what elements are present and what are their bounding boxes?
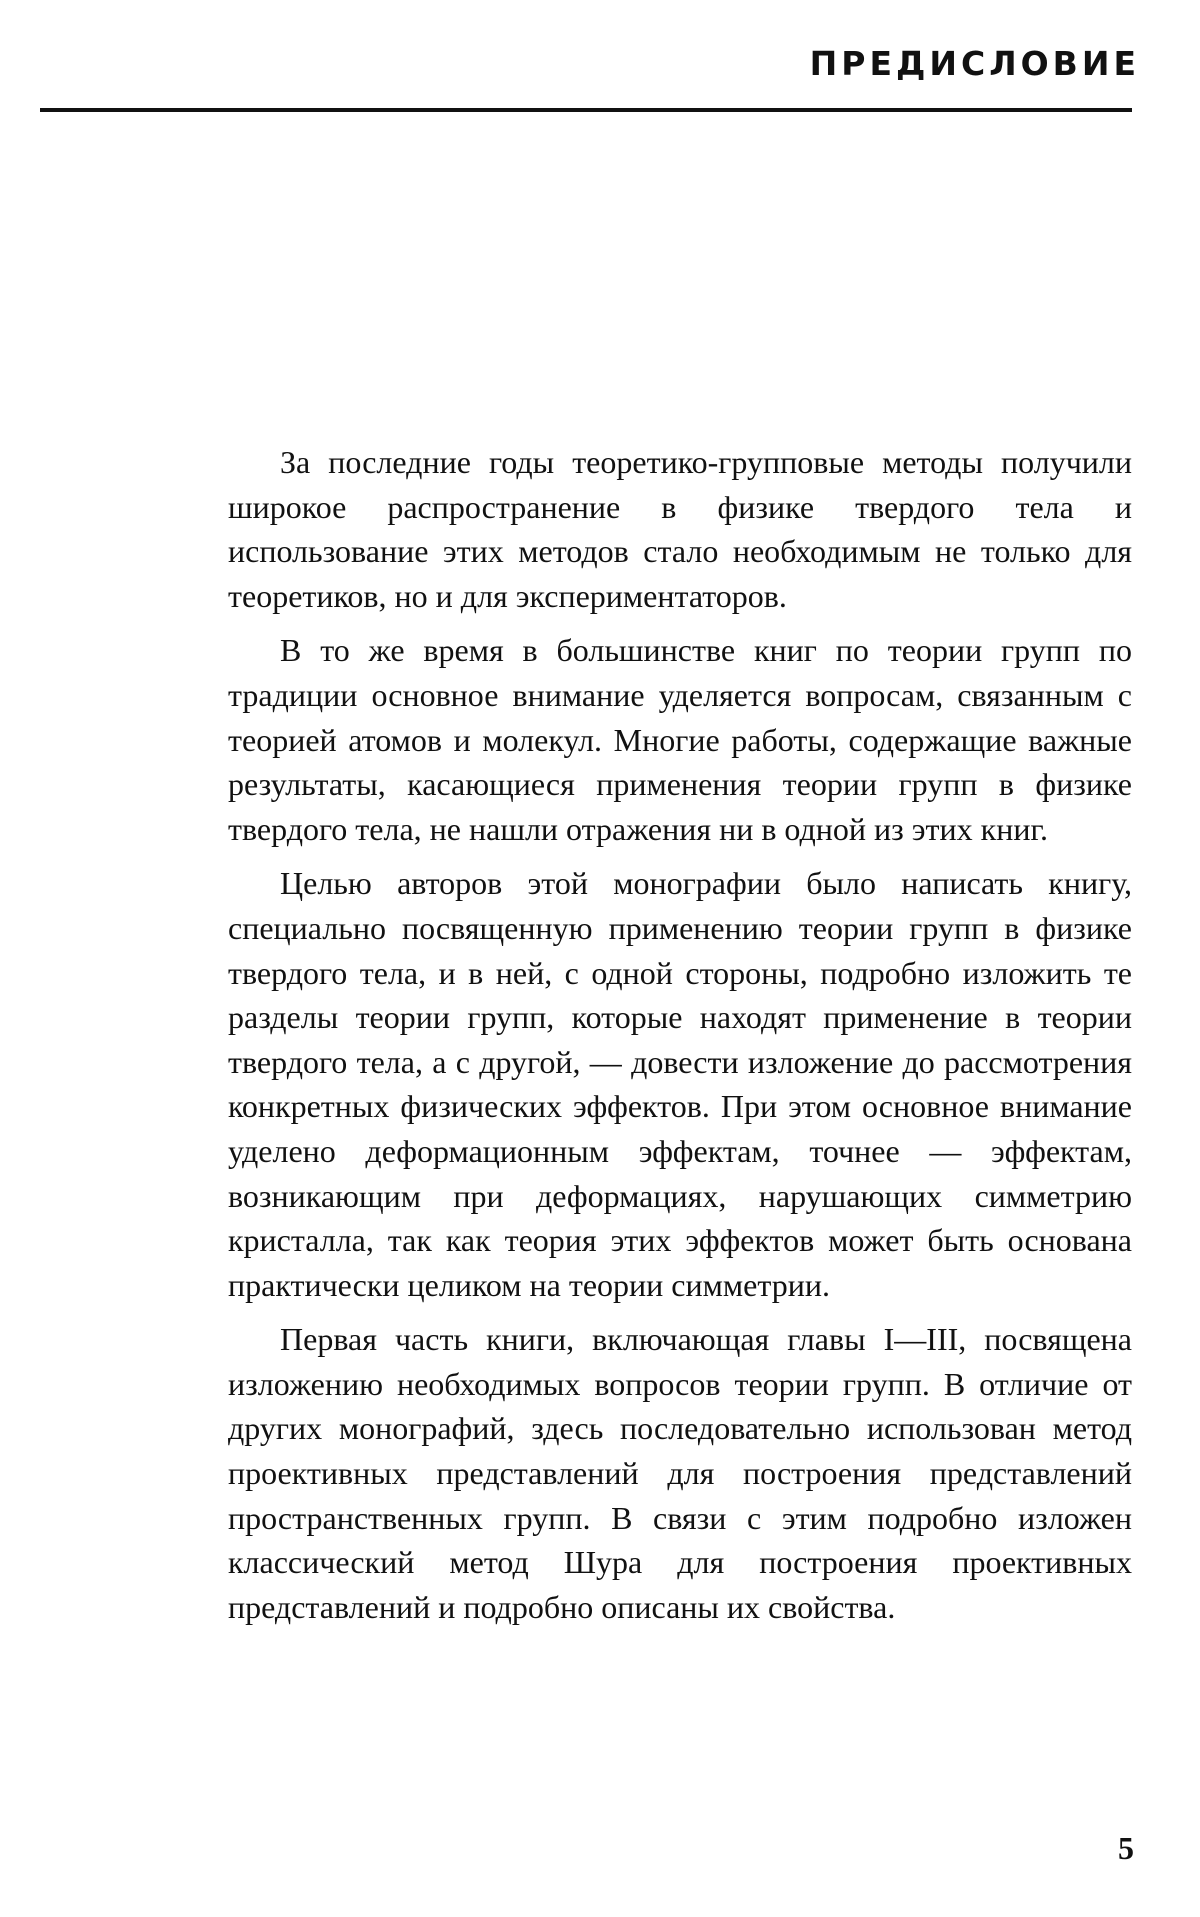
paragraph-4: Первая часть книги, включающая главы I—III, посвящена изложению необходимых вопросов теории групп. В отличие от других монографий, здесь последовательно использован метод проективных представлений для построения представлений пространственных групп. В связи с этим подробно изложен классический метод Шура для построения проективных представлений и подробно описаны их свойства.	[228, 1321, 1132, 1625]
header-rule	[40, 108, 1132, 112]
paragraph-3: Целью авторов этой монографии было написать книгу, специально посвященную применению теории групп в физике твердого тела, и в ней, с одной стороны, подробно изложить те разделы теории групп, которые находят применение в теории твердого тела, а с другой, — довести изложение до рассмотрения конкретных физических эффектов. При этом основное внимание уделено деформационным эффектам, точнее — эффектам, возникающим при деформациях, нарушающих симметрию кристалла, так как теория этих эффектов может быть основана практически целиком на теории симметрии.	[228, 865, 1132, 1303]
page-number: 5	[1118, 1830, 1134, 1866]
paragraph-1: За последние годы теоретико-групповые методы получили широкое распространение в физике твердого тела и использование этих методов стало необходимым не только для теоретиков, но и для экспериментаторов.	[228, 444, 1132, 614]
page-title: ПРЕДИСЛОВИЕ	[809, 44, 1140, 83]
body-text	[228, 440, 1132, 1639]
paragraph-2: В то же время в большинстве книг по теории групп по традиции основное внимание уделяется вопросам, связанным с теорией атомов и молекул. Многие работы, содержащие важные результаты, касающиеся применения теории групп в физике твердого тела, не нашли отражения ни в одной из этих книг.	[228, 632, 1132, 847]
